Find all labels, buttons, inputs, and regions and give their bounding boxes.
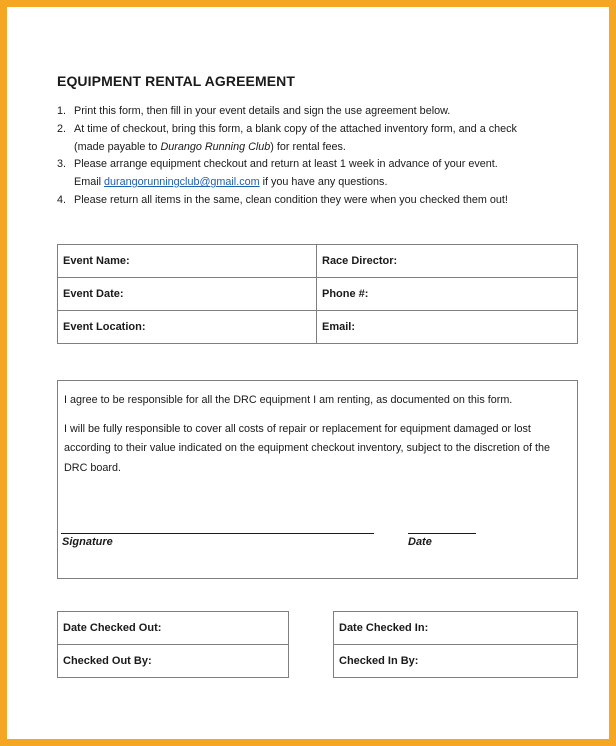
table-row (334, 645, 578, 678)
event-name-field[interactable]: Event Name: (58, 245, 317, 278)
date-checked-out-field[interactable]: Date Checked Out: (58, 612, 289, 645)
instruction-number: 3. (57, 158, 67, 171)
checked-in-by-field[interactable]: Checked In By: (334, 645, 578, 678)
date-label: Date (408, 536, 432, 548)
instruction-number: 2. (57, 122, 67, 135)
instruction-item (57, 103, 527, 121)
checked-out-by-field[interactable]: Checked Out By: (58, 645, 289, 678)
event-date-field[interactable]: Event Date: (58, 278, 317, 311)
instruction-text-part: Please arrange equipment checkout and return at least 1 week in advance of your event. Email (74, 158, 498, 189)
page-title: EQUIPMENT RENTAL AGREEMENT (57, 73, 296, 89)
table-row (58, 278, 578, 311)
race-director-field[interactable]: Race Director: (317, 245, 578, 278)
table-row (334, 612, 578, 645)
table-row (58, 245, 578, 278)
table-row (58, 311, 578, 344)
instruction-number: 1. (57, 105, 67, 117)
email-field[interactable]: Email: (317, 311, 578, 344)
instruction-text-part: ) for rental fees. (270, 140, 346, 153)
table-row (58, 645, 289, 678)
agreement-paragraph: I agree to be responsible for all the DRC equipment I am renting, as documented on this form. (64, 394, 513, 406)
checkin-table (333, 611, 578, 678)
instruction-text: Please return all items in the same, clean condition they were when you checked them out! (74, 193, 508, 206)
instruction-text: Print this form, then fill in your event details and sign the use agreement below. (74, 105, 451, 117)
signature-line[interactable] (61, 533, 374, 534)
instruction-number: 4. (57, 193, 67, 206)
signature-label: Signature (62, 536, 113, 548)
agreement-paragraph: I will be fully responsible to cover all costs of repair or replacement for equipment damaged or lost according to their value indicated on the equipment checkout inventory, subject to the discretion of the DRC board. (64, 422, 550, 474)
date-line[interactable] (408, 533, 476, 534)
event-location-field[interactable]: Event Location: (58, 311, 317, 344)
checkout-table (57, 611, 289, 678)
phone-field[interactable]: Phone #: (317, 278, 578, 311)
event-details-table (57, 244, 578, 344)
instruction-text-part: if you have any questions. (259, 176, 388, 189)
instructions-list (57, 103, 527, 210)
email-link[interactable]: durangorunningclub@gmail.com (104, 176, 260, 189)
instruction-item (57, 156, 527, 192)
instruction-text-part: At time of checkout, bring this form, a blank copy of the attached inventory form, and a check (made payable to (74, 122, 517, 153)
club-name: Durango Running Club (160, 140, 271, 153)
instruction-item (57, 192, 527, 210)
instruction-text (74, 156, 527, 192)
date-checked-in-field[interactable]: Date Checked In: (334, 612, 578, 645)
instruction-item (57, 121, 527, 157)
agreement-box (57, 380, 578, 579)
table-row (58, 612, 289, 645)
instruction-text (74, 121, 527, 157)
